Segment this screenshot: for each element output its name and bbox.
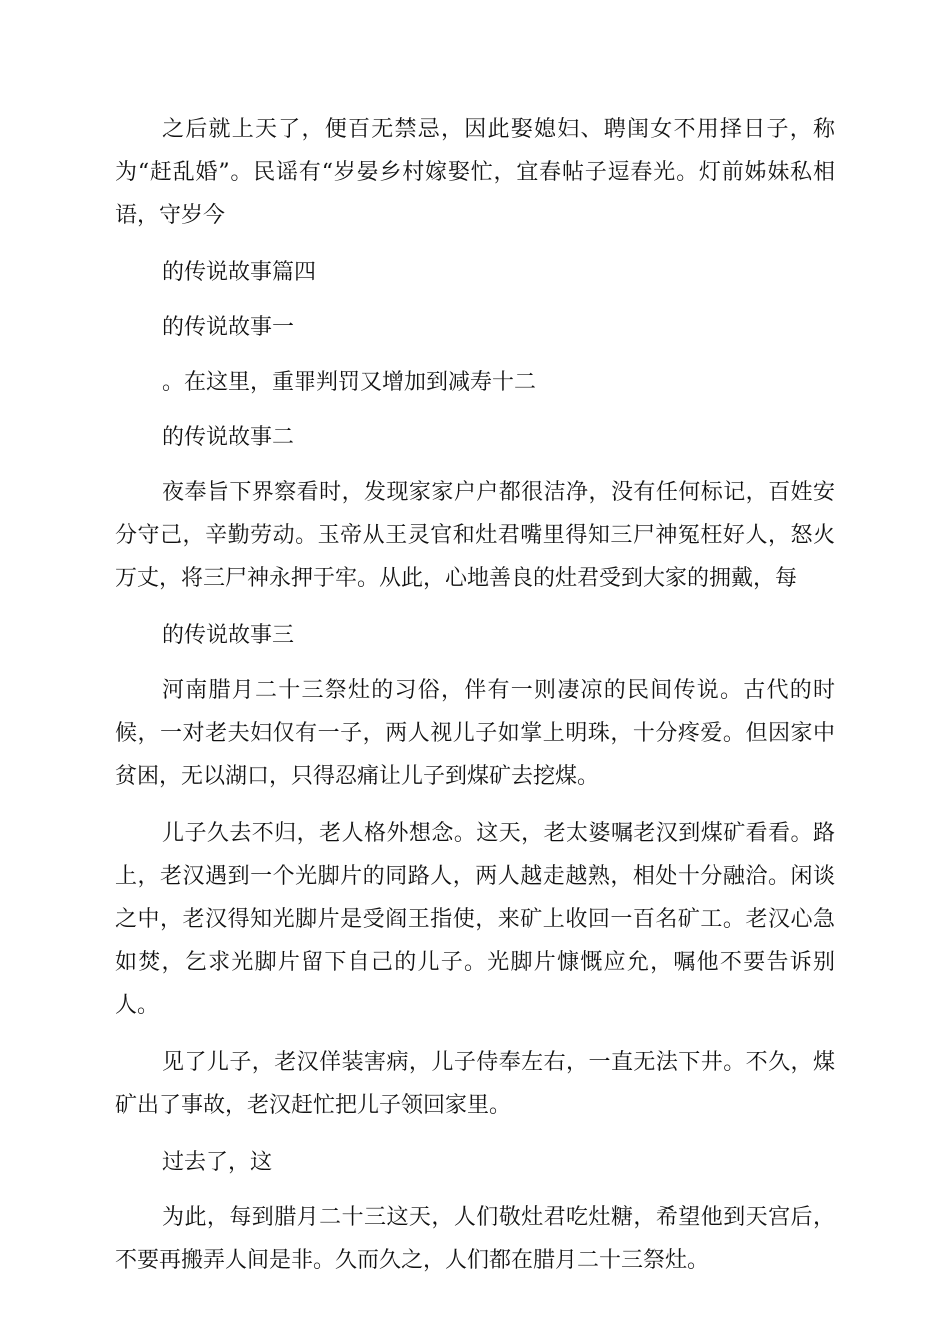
paragraph-6: 见了儿子，老汉佯装害病，儿子侍奉左右，一直无法下井。不久，煤矿出了事故，老汉赶忙把儿子领回家里。 — [115, 1050, 835, 1118]
paragraph-8: 为此，每到腊月二十三这天，人们敬灶君吃灶糖，希望他到天宫后，不要再搬弄人间是非。久而久之，人们都在腊月二十三祭灶。 — [115, 1205, 835, 1273]
section-heading-3: 的传说故事三 — [162, 623, 295, 648]
paragraph-2: 。在这里，重罪判罚又增加到减寿十二 — [162, 370, 537, 395]
section-heading-1: 的传说故事一 — [162, 315, 295, 340]
paragraph-3: 夜奉旨下界察看时，发现家家户户都很洁净，没有任何标记，百姓安分守己，辛勤劳动。玉帝从王灵官和灶君嘴里得知三尸神冤枉好人，怒火万丈，将三尸神永押于牢。从此，心地善良的灶君受到大家的拥戴，每 — [115, 480, 835, 591]
paragraph-7: 过去了，这 — [162, 1150, 273, 1175]
paragraph-4: 河南腊月二十三祭灶的习俗，伴有一则凄凉的民间传说。古代的时候，一对老夫妇仅有一子，两人视儿子如掌上明珠，十分疼爱。但因家中贫困，无以湖口，只得忍痛让儿子到煤矿去挖煤。 — [115, 678, 835, 789]
document-page — [115, 108, 835, 1296]
section-heading-2: 的传说故事二 — [162, 425, 295, 450]
paragraph-5: 儿子久去不归，老人格外想念。这天，老太婆嘱老汉到煤矿看看。路上，老汉遇到一个光脚片的同路人，两人越走越熟，相处十分融洽。闲谈之中，老汉得知光脚片是受阎王指使，来矿上收回一百名矿工。老汉心急如焚，乞求光脚片留下自己的儿子。光脚片慷慨应允，嘱他不要告诉别人。 — [115, 821, 835, 1018]
paragraph-1: 之后就上天了，便百无禁忌，因此娶媳妇、聘闺女不用择日子，称为“赶乱婚”。民谣有“岁晏乡村嫁娶忙，宜春帖子逗春光。灯前姊妹私相语，守岁今 — [115, 117, 835, 228]
section-heading-4: 的传说故事篇四 — [162, 260, 317, 285]
